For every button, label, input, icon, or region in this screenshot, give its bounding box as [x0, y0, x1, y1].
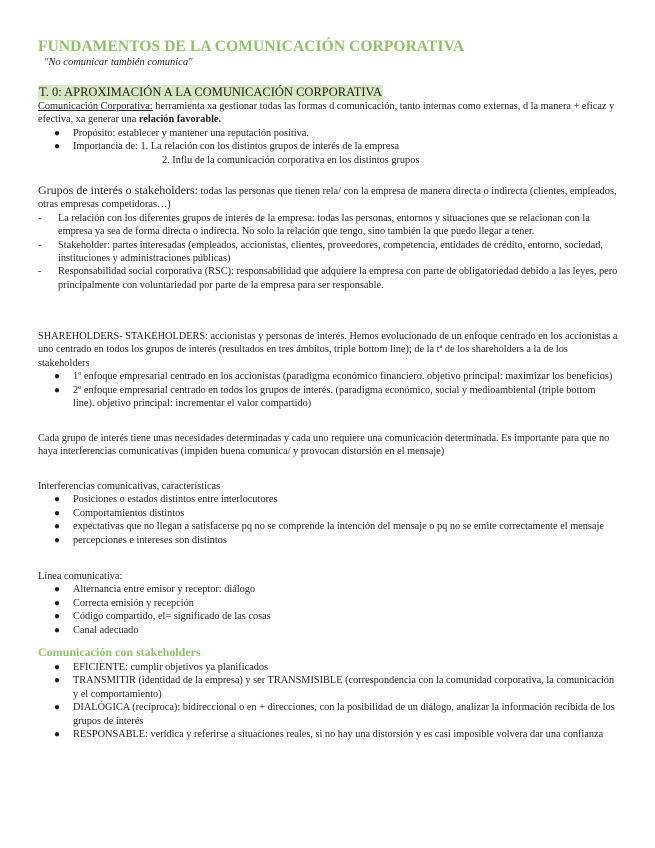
list-item: ● expectativas que no llegan a satisfacerse pq no se comprende la intención del mensaje o pq no se emite correctamente el mensaje: [54, 521, 604, 533]
document-quote: "No comunicar también comunica": [44, 57, 193, 68]
line-heading: Línea comunicativa:: [38, 571, 123, 582]
bullet-icon: ●: [54, 141, 61, 153]
bullet-icon: ●: [54, 521, 61, 533]
stakeholders-lead-term: Grupos de interés o stakeholders:: [38, 183, 198, 197]
shareholders-block: [38, 330, 618, 410]
stakeholders-block: [38, 184, 618, 292]
comm-corp-subline: 2. Influ de la comunicación corporativa en los distintos grupos: [162, 154, 420, 166]
section-heading: T. 0: APROXIMACIÓN A LA COMUNICACIÓN CORPORATIVA: [39, 85, 382, 99]
list-item: ● Comportamientos distintos: [54, 507, 185, 519]
shareholders-text: SHAREHOLDERS- STAKEHOLDERS: accionistas y personas de interés. Hemos evolucionado de un enfoque centrado en los accionistas a uno centrado en todos los grupos de interés (resultados en tres ámbitos, triple bottom line); de la tª de los shareholders a la de los stakeholders: [38, 331, 618, 369]
list-item: ● TRANSMITIR (identidad de la empresa) y ser TRANSMISIBLE (correspondencia con la comunidad corporativa, la comunicación y el comportamiento): [54, 675, 615, 700]
list-item: ● Correcta emisión y recepción: [54, 597, 194, 609]
comm-corp-bullets: [38, 127, 618, 154]
bullet-icon: ●: [54, 597, 61, 609]
comm-corp-definition: [38, 100, 618, 127]
list-item: ● Posiciones o estados distintos entre interlocutores: [54, 494, 278, 506]
bullet-icon: ●: [54, 584, 61, 596]
line-bullets: [38, 583, 618, 637]
comm-corp-block: [38, 100, 618, 167]
bullet-icon: ●: [54, 702, 61, 714]
interferences-block: [38, 480, 618, 547]
bullet-icon: ●: [54, 675, 61, 687]
list-item: ● percepciones e intereses son distintos: [54, 534, 227, 546]
list-item: ● Propósito: establecer y mantener una reputación positiva.: [54, 127, 309, 139]
list-item: ● Importancia de: 1. La relación con los distintos grupos de interés de la empresa: [54, 141, 399, 153]
list-item: ● Alternancia entre emisor y receptor: diálogo: [54, 584, 256, 596]
list-item: - La relación con los diferentes grupos de interés de la empresa: todas las personas, entornos y situaciones que se relacionan con la empresa ya sea de forma directa o indirecta. No solo la relación que tengo, sino también la que puedo llegar a tener.: [38, 212, 590, 238]
list-item: - Responsabilidad social corporativa (RSC): responsabilidad que adquiere la empresa con parte de obligatoriedad debido a las leyes, pero principalmente con voluntariedad por parte de la empresa para ser responsable.: [38, 266, 618, 291]
list-item: ● Código compartido, el= significado de las cosas: [54, 611, 271, 623]
bullet-icon: ●: [54, 611, 61, 623]
dash-icon: -: [38, 266, 42, 278]
document-title: FUNDAMENTOS DE LA COMUNICACIÓN CORPORATIVA: [38, 38, 465, 55]
comm-stakeholders-block: [38, 661, 618, 741]
interferences-heading: Interferencias comunicativas, características: [38, 481, 221, 492]
shareholders-bullets: [38, 370, 618, 410]
comm-stakeholders-bullets: [38, 661, 618, 741]
bullet-icon: ●: [54, 371, 61, 383]
comm-corp-definition-text: herramienta xa gestionar todas las formas d comunicación, tanto internas como externas, d la manera + eficaz y efectiva, xa generar una: [38, 101, 615, 126]
bullet-icon: ●: [54, 384, 61, 396]
stakeholders-dashes: [38, 212, 618, 292]
list-item: ● RESPONSABLE: verídica y referirse a situaciones reales, si no hay una distorsión y es casi imposible volvera dar una confianza: [54, 729, 604, 741]
list-item: ● EFICIENTE: cumplir objetivos ya planificados: [54, 662, 269, 673]
bullet-icon: ●: [54, 494, 61, 506]
bullet-icon: ●: [54, 729, 61, 741]
dash-icon: -: [38, 212, 42, 224]
bullet-icon: ●: [54, 662, 61, 673]
stakeholders-lead: Grupos de interés o stakeholders: todas las personas que tienen rela/ con la empresa de manera directa o indirecta (clientes, empleados, otras empresas competidoras…): [38, 183, 617, 211]
interferences-bullets: [38, 493, 618, 547]
bullet-icon: ●: [54, 534, 61, 546]
comm-stakeholders-heading: Comunicación con stakeholders: [38, 645, 201, 659]
needs-paragraph: Cada grupo de interés tiene unas necesidades determinadas y cada uno requiere una comunicación determinada. Es importante para que no haya interferencias comunicativas (impiden buena comunica/ y provocan distorsión en el mensaje): [38, 433, 610, 458]
list-item: ● Canal adecuado: [54, 624, 139, 636]
list-item: ● DIALÓGICA (recíproca): bidireccional o en + direcciones, con la posibilidad de un diálogo, analizar la información recibida de los grupos de interés: [54, 702, 615, 727]
comm-corp-term: Comunicación Corporativa:: [38, 101, 153, 112]
list-item: ● 1º enfoque empresarial centrado en los accionistas (paradigma económico financiero. objetivo principal: maximizar los beneficios): [54, 371, 613, 383]
bullet-icon: ●: [54, 127, 61, 139]
dash-icon: -: [38, 239, 42, 251]
bullet-icon: ●: [54, 507, 61, 519]
list-item: - Stakeholder: partes interesadas (empleados, accionistas, clientes, proveedores, competencia, entidades de crédito, entorno, sociedad, instituciones y administraciones públicas): [38, 239, 603, 265]
line-block: [38, 570, 618, 637]
bullet-icon: ●: [54, 624, 61, 636]
list-item: ● 2º enfoque empresarial centrado en todos los grupos de interés. (paradigma económico, social y medioambiental (triple bottom line). objetivo principal: incrementar el valor compartido): [54, 384, 596, 410]
comm-corp-definition-bold: relación favorable.: [138, 114, 222, 126]
